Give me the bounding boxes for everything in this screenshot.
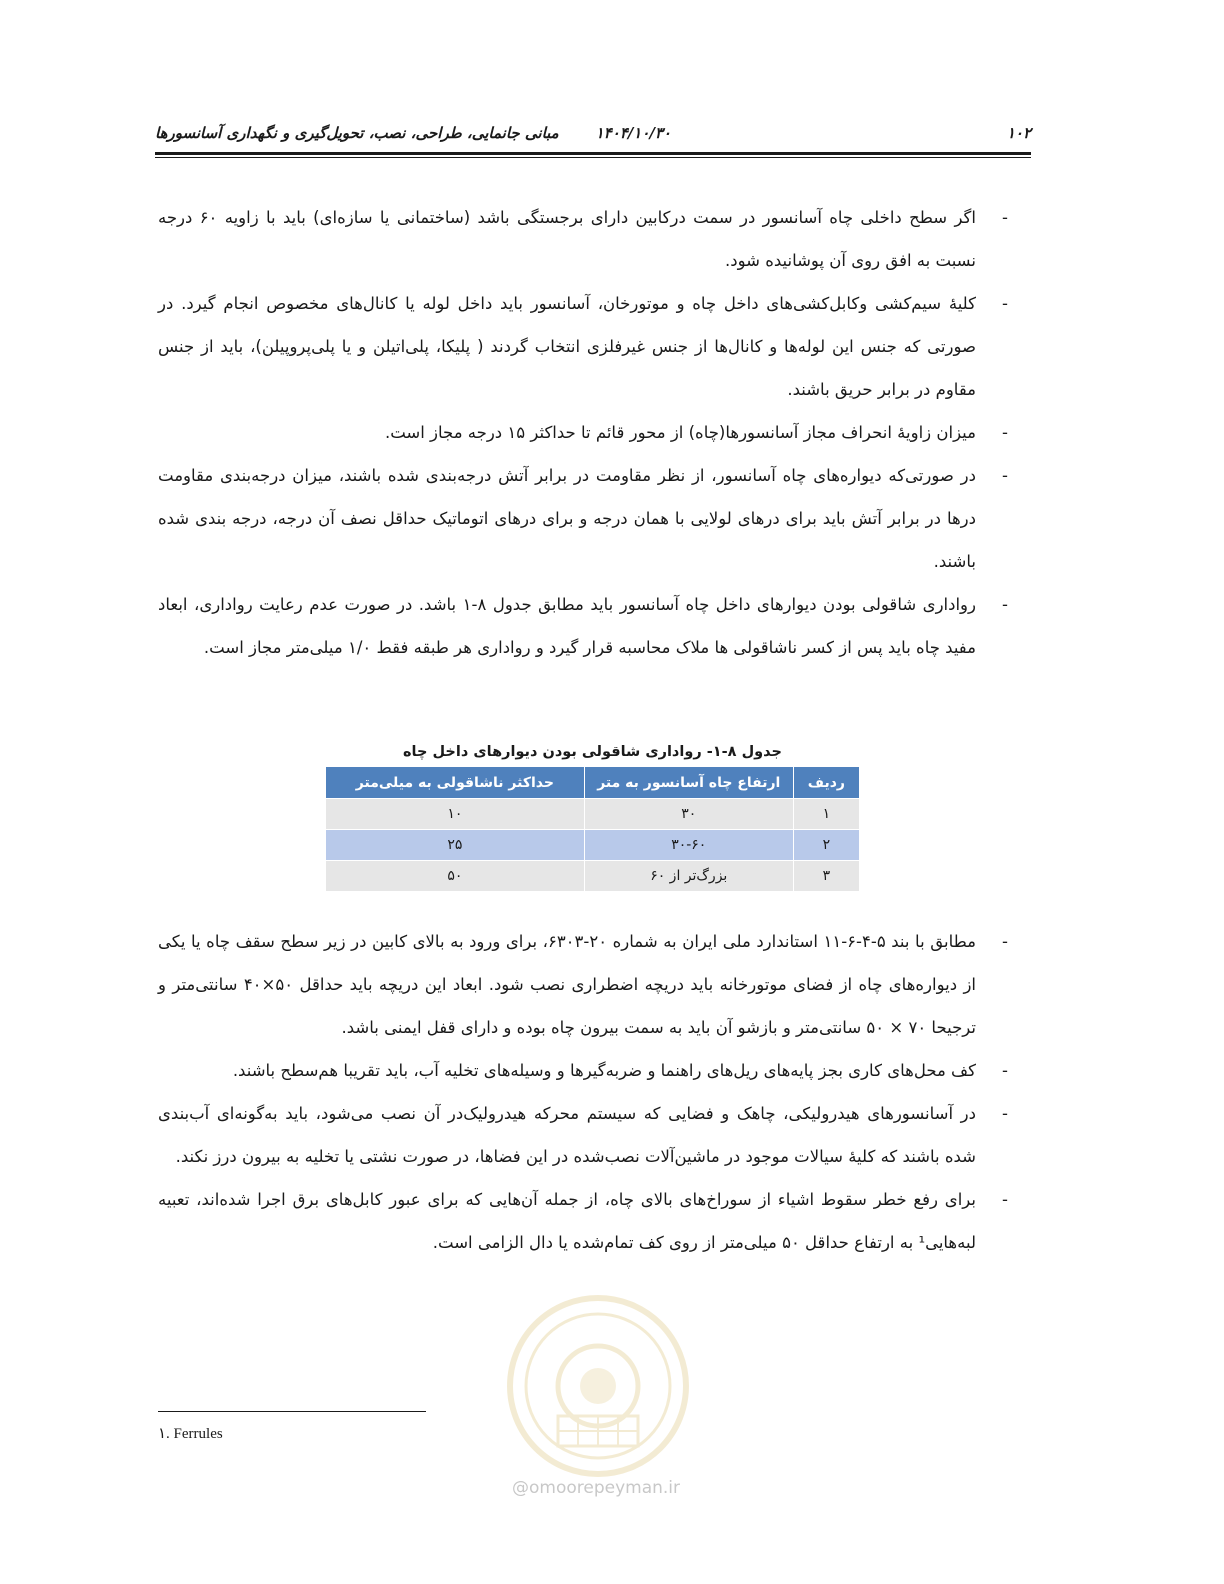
table-cell: ۲ [793,830,859,861]
bullet-dash: - [1002,208,1008,227]
bullet-paragraph: - مطابق با بند ۵-۴-۶-۱۱ استاندارد ملی ایران به شماره ۲۰-۶۳۰۳، برای ورود به بالای کابین در زیر سطح سقف چاه یا یکی از دیواره‌های چاه از فضای موتورخانه باید دریچه اضطراری نصب شود. ابعاد این دریچه باید حداقل ۵۰×۴۰ سانتی‌متر و ترجیحا ۷۰ × ۵۰ سانتی‌متر و بازشو آن باید به سمت بیرون چاه بوده و دارای قفل ایمنی باشد. [158,920,1008,1049]
table-cell: ۳۰-۶۰ [584,830,793,861]
bullet-paragraph: - در صورتی‌که دیواره‌های چاه آسانسور، از نظر مقاومت در برابر آتش درجه‌بندی شده باشند، میزان درجه‌بندی مقاومت درها در برابر آتش باید برای درهای لولایی با همان درجه و برای درهای اتوماتیک حداقل نصف آن درجه، درجه بندی شده باشند. [158,454,1008,583]
table-cell: ۳ [793,861,859,892]
header-rule-thin [155,157,1031,158]
table-cell: بزرگ‌تر از ۶۰ [584,861,793,892]
table-cell: ۲۵ [326,830,585,861]
header-title: مبانی جانمایی، طراحی، نصب، تحویل‌گیری و نگهداری آسانسورها [155,124,559,142]
bullets-before-table [158,196,1008,669]
bullet-paragraph: - برای رفع خطر سقوط اشیاء از سوراخ‌های بالای چاه، از جمله آن‌هایی که برای عبور کابل‌های برق اجرا شده‌اند، تعبیه لبه‌هایی¹ به ارتفاع حداقل ۵۰ میلی‌متر از روی کف تمام‌شده یا دال الزامی است. [158,1178,1008,1264]
bullet-paragraph: - رواداری شاقولی بودن دیوارهای داخل چاه آسانسور باید مطابق جدول ۸-۱ باشد. در صورت عدم رعایت رواداری، ابعاد مفید چاه باید پس از کسر ناشاقولی ها ملاک محاسبه قرار گیرد و رواداری هر طبقه فقط ۱/۰ میلی‌متر مجاز است. [158,583,1008,669]
table-row [326,799,860,830]
bullet-dash: - [1002,294,1008,313]
page-number: ۱۰۲ [1006,124,1031,142]
bullet-paragraph: - میزان زاویهٔ انحراف مجاز آسانسورها(چاه) از محور قائم تا حداکثر ۱۵ درجه مجاز است. [158,411,1008,454]
watermark-url: @omoorepeyman.ir [512,1478,681,1498]
bullet-dash: - [1002,1190,1008,1209]
bullet-dash: - [1002,1061,1008,1080]
footnote: ۱. Ferrules [158,1426,223,1442]
bullet-dash: - [1002,595,1008,614]
table-header-cell: ردیف [793,767,859,799]
bullet-paragraph: - اگر سطح داخلی چاه آسانسور در سمت درکابین دارای برجستگی باشد (ساختمانی یا سازه‌ای) باید با زاویه ۶۰ درجه نسبت به افق روی آن پوشانیده شود. [158,196,1008,282]
table-header-row [326,767,860,799]
bullet-paragraph: - کف محل‌های کاری بجز پایه‌های ریل‌های راهنما و ضربه‌گیرها و وسیله‌های تخلیه آب، باید تقریبا هم‌سطح باشند. [158,1049,1008,1092]
table-row [326,861,860,892]
header-rule-thick [155,152,1031,155]
tolerance-table [325,766,860,892]
bullet-dash: - [1002,466,1008,485]
header-date: ۱۴۰۴/۱۰/۳۰ [595,124,671,142]
footnote-rule [158,1411,426,1412]
page-header [155,118,1031,148]
bullet-dash: - [1002,1104,1008,1123]
table-cell: ۳۰ [584,799,793,830]
bullets-after-table [158,920,1008,1264]
table-cell: ۱ [793,799,859,830]
bullet-paragraph: - در آسانسورهای هیدرولیکی، چاهک و فضایی که سیستم محرکه هیدرولیک‌در آن نصب می‌شود، باید به‌گونه‌ای آب‌بندی شده باشند که کلیهٔ سیالات موجود در ماشین‌آلات نصب‌شده در این فضاها، در صورت نشتی یا تخلیه به بیرون درز نکند. [158,1092,1008,1178]
bullet-dash: - [1002,423,1008,442]
watermark-seal-icon [498,1286,698,1486]
tolerance-table-block [325,738,860,892]
table-header-cell: حداکثر ناشاقولی به میلی‌متر [326,767,585,799]
bullet-paragraph: - کلیهٔ سیم‌کشی وکابل‌کشی‌های داخل چاه و موتورخان، آسانسور باید داخل لوله یا کانال‌های مخصوص انجام گیرد. در صورتی که جنس این لوله‌ها و کانال‌ها از جنس غیرفلزی انتخاب گردند ( پلیکا، پلی‌اتیلن و یا پلی‌پروپیلن)، باید از جنس مقاوم در برابر حریق باشند. [158,282,1008,411]
table-cell: ۵۰ [326,861,585,892]
table-caption: جدول ۸-۱- رواداری شاقولی بودن دیوارهای داخل چاه [402,744,782,760]
table-cell: ۱۰ [326,799,585,830]
table-header-cell: ارتفاع چاه آسانسور به متر [584,767,793,799]
table-row [326,830,860,861]
bullet-dash: - [1002,932,1008,951]
